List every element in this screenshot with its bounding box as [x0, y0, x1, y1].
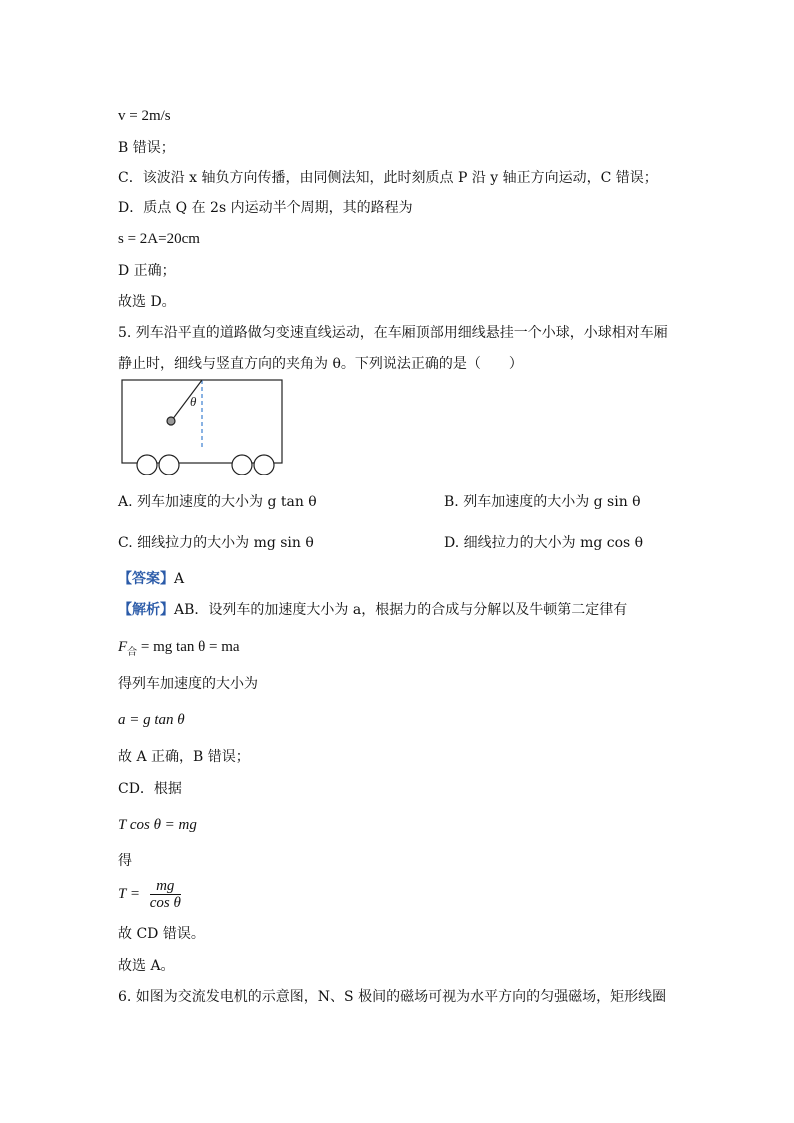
- carriage-body: [122, 380, 282, 463]
- eq-tension-denominator: cos θ: [149, 895, 181, 911]
- line-d-analysis: D．质点 Q 在 2s 内运动半个周期，其的路程为: [118, 200, 413, 216]
- analysis-line: [118, 600, 627, 620]
- line-de: 得: [118, 853, 132, 869]
- wheel-2: [159, 455, 179, 475]
- q5-stem-line2: 静止时，细线与竖直方向的夹角为 θ。下列说法正确的是（ ）: [118, 356, 523, 372]
- line-b-wrong: B 错误；: [118, 140, 175, 156]
- option-d: D. 细线拉力的大小为 mg cos θ: [444, 535, 644, 551]
- line-v-eq: v = 2m/s: [118, 108, 171, 124]
- option-b: B. 列车加速度的大小为 g sin θ: [444, 494, 641, 510]
- eq-tension-fraction: [150, 878, 181, 911]
- theta-label: θ: [190, 394, 197, 409]
- wheel-1: [137, 455, 157, 475]
- line-cd-wrong: 故 CD 错误。: [118, 926, 205, 942]
- line-c-analysis: C．该波沿 x 轴负方向传播，由同侧法知，此时刻质点 P 沿 y 轴正方向运动，C 错误；: [118, 170, 658, 186]
- line-cd-basis: CD．根据: [118, 781, 182, 797]
- suspension-string: [172, 380, 202, 420]
- option-c: C. 细线拉力的大小为 mg sin θ: [118, 535, 314, 551]
- line-choose-d: 故选 D。: [118, 294, 176, 310]
- equation-acceleration: a = g tan θ: [118, 712, 185, 728]
- eq-tension-numerator: mg: [150, 878, 181, 895]
- wheel-3: [232, 455, 252, 475]
- hanging-ball: [167, 417, 175, 425]
- analysis-tag: 【解析】: [118, 602, 174, 618]
- q5-stem-line1: 5. 列车沿平直的道路做匀变速直线运动，在车厢顶部用细线悬挂一个小球，小球相对车厢: [118, 325, 668, 341]
- line-s-eq: s = 2A=20cm: [118, 231, 200, 247]
- eq-f-subscript: 合: [127, 647, 138, 658]
- wheel-4: [254, 455, 274, 475]
- equation-tension-balance: T cos θ = mg: [118, 817, 197, 833]
- equation-tension: [118, 878, 181, 911]
- equation-net-force: [118, 637, 240, 663]
- eq-f-symbol: F: [118, 639, 128, 655]
- answer-line: [118, 569, 184, 589]
- train-figure: [118, 375, 288, 475]
- line-d-right: D 正确；: [118, 263, 176, 279]
- analysis-text: AB．设列车的加速度大小为 a，根据力的合成与分解以及牛顿第二定律有: [174, 602, 628, 618]
- q6-stem-line1: 6. 如图为交流发电机的示意图，N、S 极间的磁场可视为水平方向的匀强磁场，矩形线圈: [118, 989, 667, 1005]
- option-a: A. 列车加速度的大小为 g tan θ: [118, 494, 317, 510]
- line-choose-a: 故选 A。: [118, 958, 175, 974]
- answer-value: A: [174, 571, 185, 587]
- eq-tension-lhs: T =: [118, 886, 144, 902]
- eq-net-force-rest: = mg tan θ = ma: [137, 639, 240, 655]
- line-a-right: 故 A 正确，B 错误；: [118, 749, 250, 765]
- line-get-acceleration: 得列车加速度的大小为: [118, 676, 258, 692]
- answer-tag: 【答案】: [118, 571, 174, 587]
